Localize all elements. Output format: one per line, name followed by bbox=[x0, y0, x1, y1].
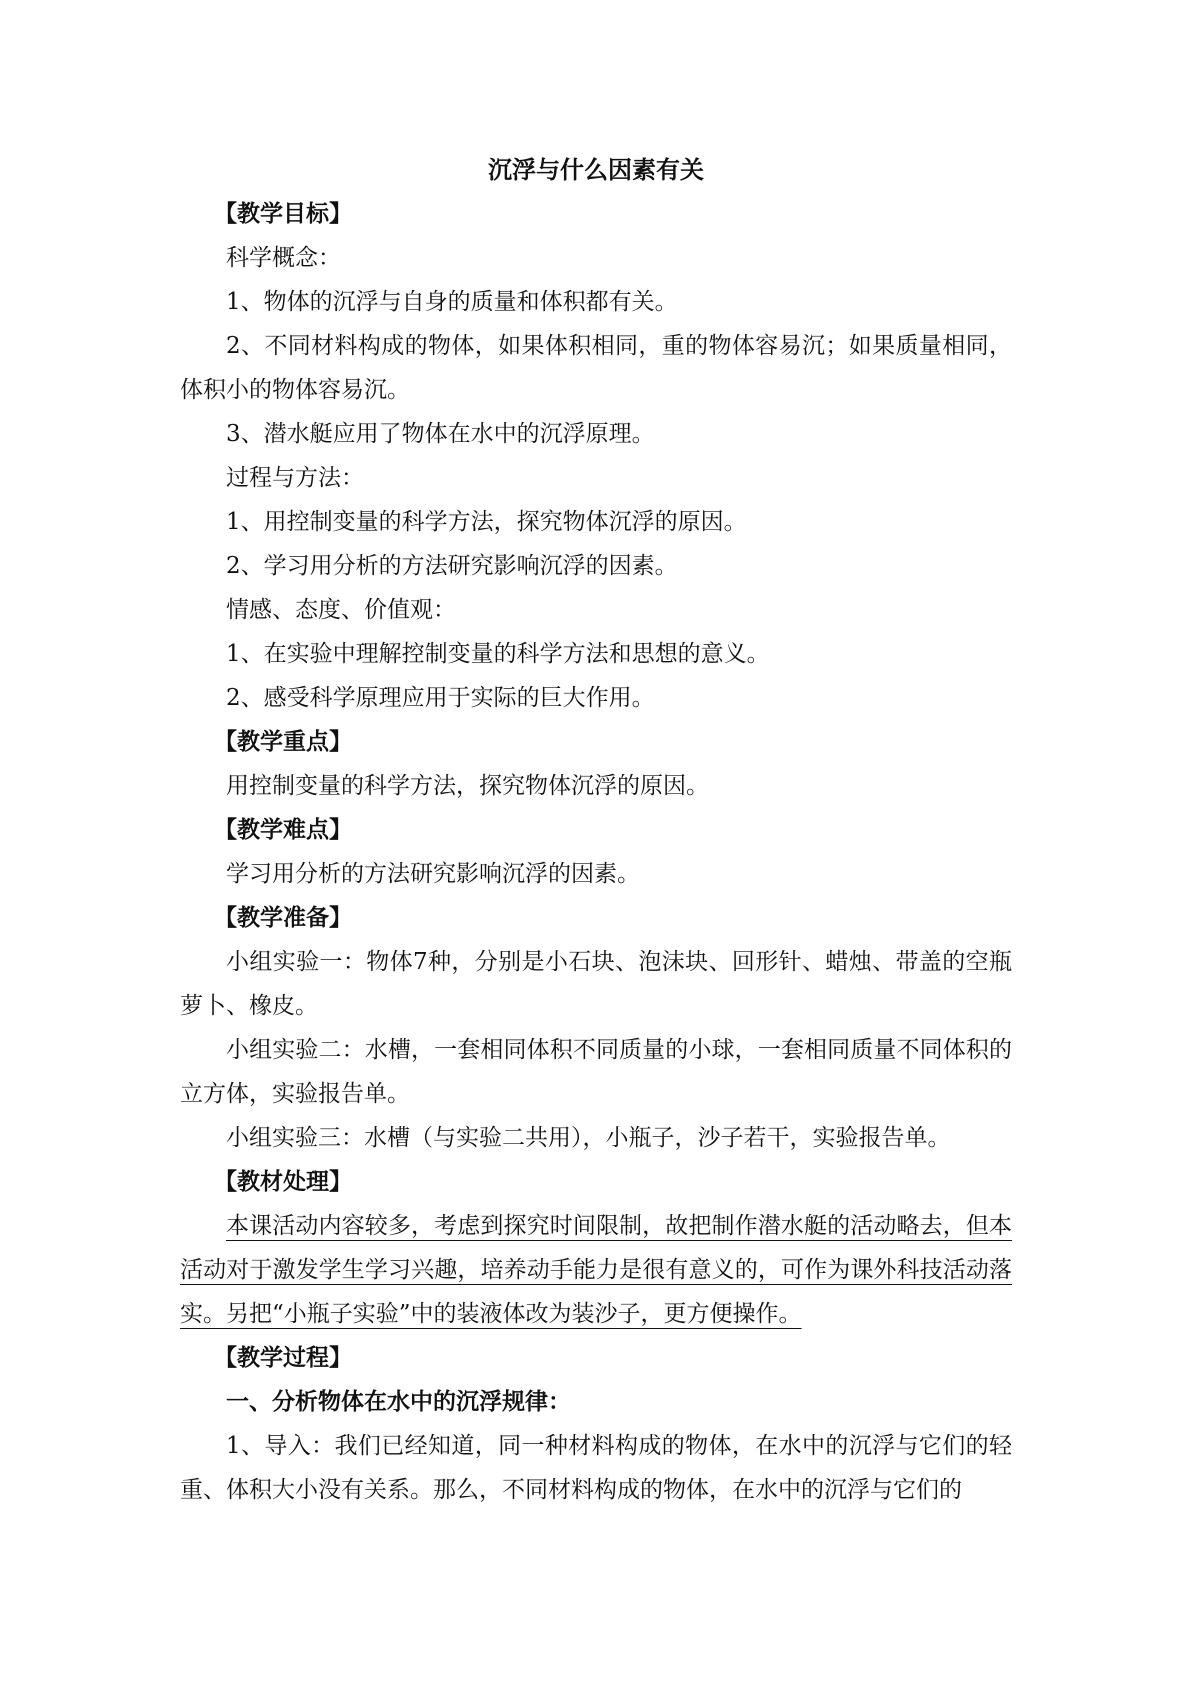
paragraph: 科学概念： bbox=[226, 245, 341, 271]
section-heading-objectives: 【教学目标】 bbox=[214, 200, 352, 227]
paragraph: 1、在实验中理解控制变量的科学方法和思想的意义。 bbox=[226, 641, 770, 667]
paragraph: 2、感受科学原理应用于实际的巨大作用。 bbox=[226, 685, 655, 711]
paragraph: 小组实验三：水槽（与实验二共用），小瓶子，沙子若干，实验报告单。 bbox=[226, 1125, 951, 1151]
section-heading-preparation: 【教学准备】 bbox=[214, 904, 352, 931]
paragraph: 3、潜水艇应用了物体在水中的沉浮原理。 bbox=[226, 421, 655, 447]
section-heading-key-points: 【教学重点】 bbox=[214, 728, 352, 755]
paragraph: 小组实验一：物体7种，分别是小石块、泡沫块、回形针、蜡烛、带盖的空瓶萝卜、橡皮。 bbox=[180, 949, 1012, 1019]
paragraph: 过程与方法： bbox=[226, 465, 364, 491]
subheading: 一、分析物体在水中的沉浮规律： bbox=[226, 1388, 571, 1415]
section-heading-difficulties: 【教学难点】 bbox=[214, 816, 352, 843]
paragraph: 1、导入：我们已经知道，同一种材料构成的物体，在水中的沉浮与它们的轻重、体积大小没有关系。那么，不同材料构成的物体，在水中的沉浮与它们的 bbox=[180, 1433, 1012, 1503]
paragraph: 用控制变量的科学方法，探究物体沉浮的原因。 bbox=[226, 773, 709, 799]
paragraph: 学习用分析的方法研究影响沉浮的因素。 bbox=[226, 861, 640, 887]
paragraph: 小组实验二：水槽，一套相同体积不同质量的小球，一套相同质量不同体积的立方体，实验报告单。 bbox=[180, 1037, 1012, 1107]
document-page bbox=[180, 148, 1012, 1512]
paragraph: 2、不同材料构成的物体，如果体积相同，重的物体容易沉；如果质量相同，体积小的物体容易沉。 bbox=[180, 333, 1012, 403]
paragraph-underlined bbox=[180, 1204, 1012, 1336]
underlined-text: 本课活动内容较多，考虑到探究时间限制，故把制作潜水艇的活动略去，但本活动对于激发学生学习兴趣，培养动手能力是很有意义的，可作为课外科技活动落实。另把“小瓶子实验”中的装液体改为装沙子，更方便操作。 bbox=[180, 1213, 1012, 1327]
paragraph: 1、用控制变量的科学方法，探究物体沉浮的原因。 bbox=[226, 509, 747, 535]
document-title: 沉浮与什么因素有关 bbox=[488, 155, 704, 184]
section-heading-materials: 【教材处理】 bbox=[214, 1168, 352, 1195]
paragraph: 2、学习用分析的方法研究影响沉浮的因素。 bbox=[226, 553, 678, 579]
section-heading-process: 【教学过程】 bbox=[214, 1344, 352, 1371]
paragraph: 1、物体的沉浮与自身的质量和体积都有关。 bbox=[226, 289, 678, 315]
paragraph: 情感、态度、价值观： bbox=[226, 597, 456, 623]
